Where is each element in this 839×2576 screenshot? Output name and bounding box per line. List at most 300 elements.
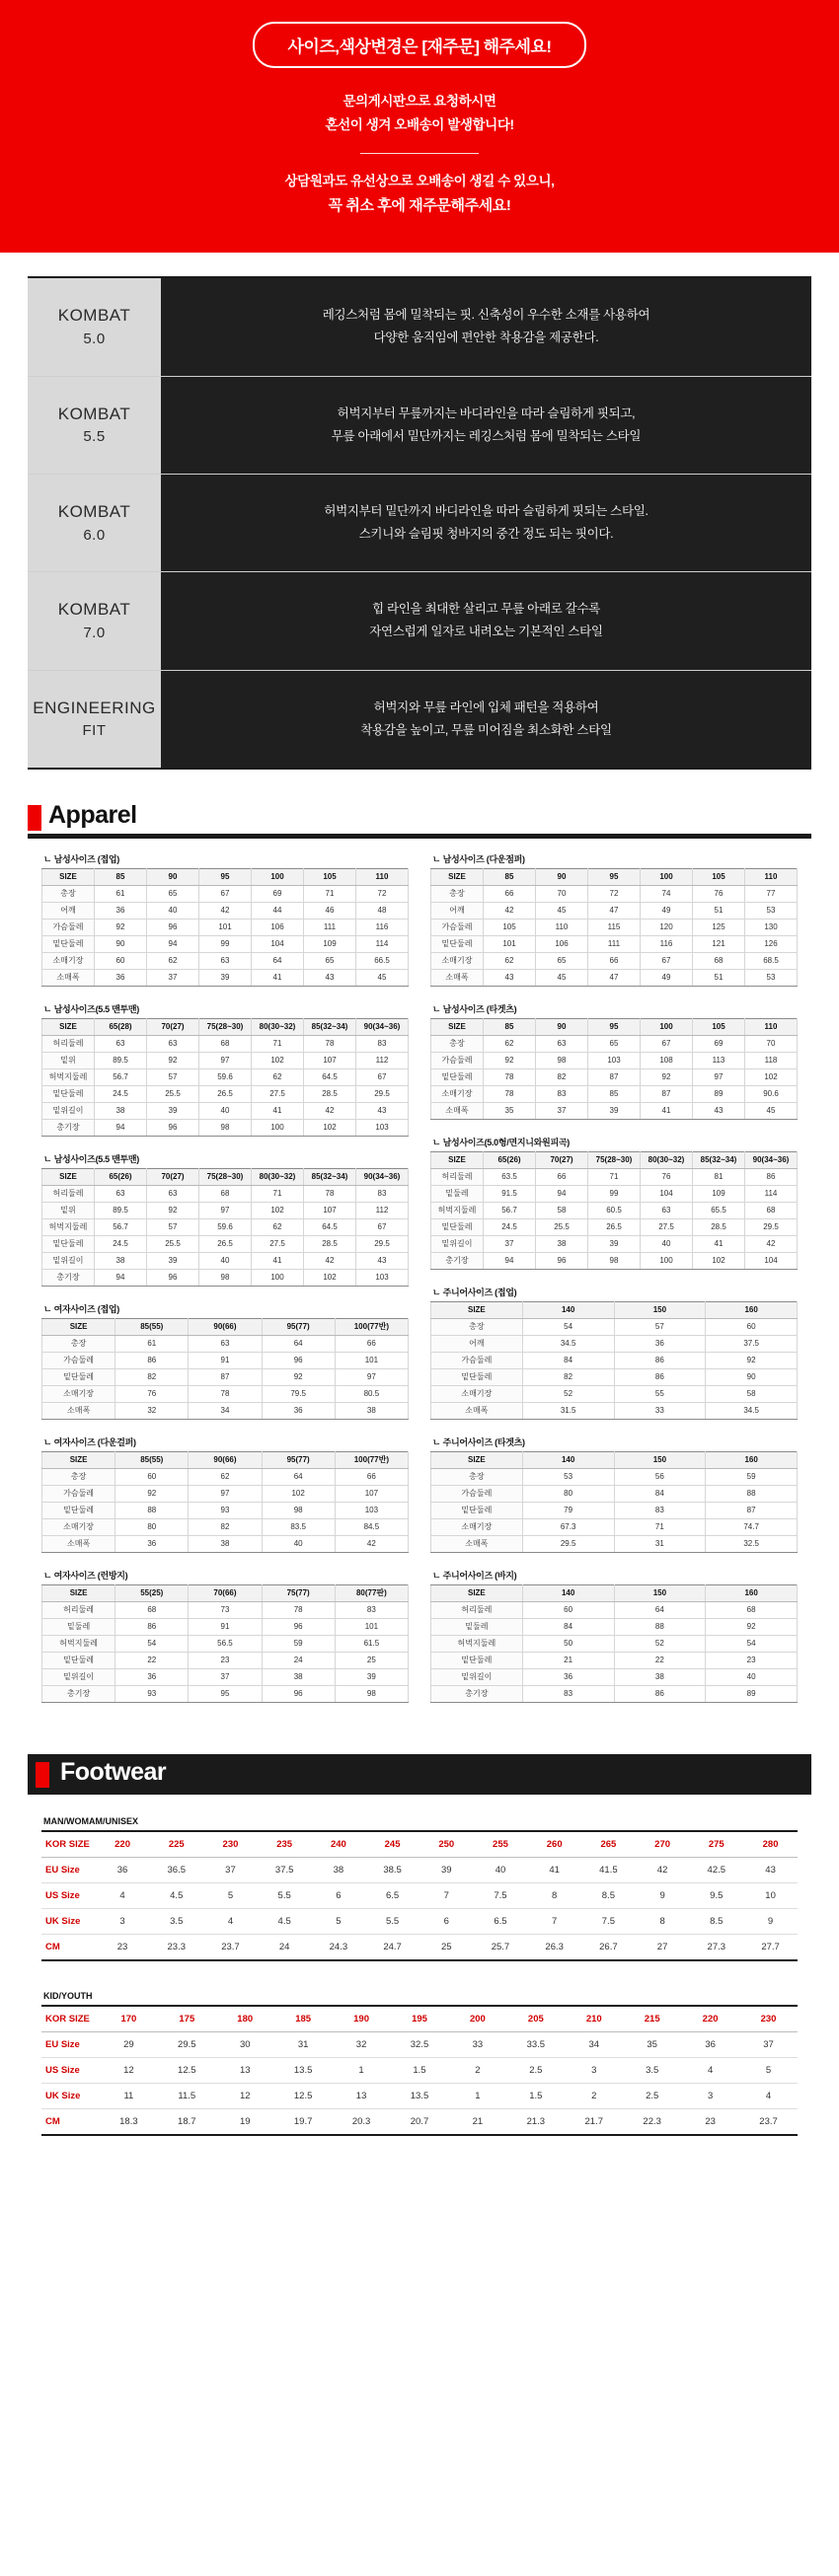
table-cell: 7 xyxy=(527,1909,581,1935)
notice-line3: 상담원과도 유선상으로 오배송이 생길 수 있으니, xyxy=(284,174,555,189)
table-cell: 106 xyxy=(536,936,588,953)
column-header: 70(66) xyxy=(189,1585,262,1602)
column-header: 160 xyxy=(706,1452,798,1469)
table-row xyxy=(431,970,798,987)
table-row xyxy=(431,1636,798,1653)
table-cell: 1.5 xyxy=(506,2084,565,2109)
row-header: 밑단둘레 xyxy=(431,1503,523,1519)
table-cell: 59 xyxy=(262,1636,335,1653)
row-header: 밑단둘레 xyxy=(42,936,95,953)
table-cell: 94 xyxy=(147,936,199,953)
table-cell: 23.3 xyxy=(149,1935,203,1961)
table-row xyxy=(431,1602,798,1619)
table-row xyxy=(431,1069,798,1086)
table-cell: 9 xyxy=(743,1909,798,1935)
table-cell: 76 xyxy=(641,1169,693,1186)
column-header: 95 xyxy=(588,869,641,886)
table-cell: 84 xyxy=(614,1486,706,1503)
table-row xyxy=(42,1486,409,1503)
row-header: 밑위길이 xyxy=(431,1236,484,1253)
table-cell: 38 xyxy=(536,1236,588,1253)
table-row xyxy=(431,1369,798,1386)
row-header: 소매기장 xyxy=(431,1519,523,1536)
size-table xyxy=(41,868,409,987)
table-cell: 62 xyxy=(252,1069,304,1086)
row-header: 허리둘레 xyxy=(42,1186,95,1203)
table-cell: 68 xyxy=(115,1602,189,1619)
table-cell: 61.5 xyxy=(335,1636,408,1653)
table-cell: 54 xyxy=(706,1636,798,1653)
size-table-title: ㄴ 남성사이즈 (타겟츠) xyxy=(432,1004,517,1015)
fit-row xyxy=(28,474,811,571)
table-cell: 27.5 xyxy=(252,1086,304,1103)
column-header: 100(77반) xyxy=(335,1319,408,1336)
table-cell: 13 xyxy=(216,2058,274,2084)
table-cell: 92 xyxy=(95,920,147,936)
table-row xyxy=(42,1336,409,1353)
column-header: 90 xyxy=(147,869,199,886)
table-cell: 39 xyxy=(199,970,252,987)
size-table-block xyxy=(430,1136,798,1270)
row-header: 소매기장 xyxy=(431,1086,484,1103)
size-table-block xyxy=(41,1435,409,1553)
table-cell: 1 xyxy=(448,2084,506,2109)
table-cell: 66 xyxy=(536,1169,588,1186)
table-cell: 90 xyxy=(95,936,147,953)
table-cell: 31 xyxy=(614,1536,706,1553)
column-header: 250 xyxy=(420,1831,474,1858)
row-header: 밑단둘레 xyxy=(42,1236,95,1253)
table-cell: 41.5 xyxy=(581,1858,636,1883)
table-cell: 3 xyxy=(565,2058,623,2084)
table-cell: 83 xyxy=(356,1186,409,1203)
table-row xyxy=(42,1636,409,1653)
table-cell: 66.5 xyxy=(356,953,409,970)
table-cell: 66 xyxy=(588,953,641,970)
row-header: 소매기장 xyxy=(42,953,95,970)
size-table-title: ㄴ 여자사이즈 (다운걸퍼) xyxy=(43,1437,136,1448)
table-cell: 21.3 xyxy=(506,2109,565,2136)
size-table-title: ㄴ 남성사이즈 (다운점퍼) xyxy=(432,854,525,865)
size-table-title: ㄴ 여자사이즈 (접업) xyxy=(43,1304,119,1315)
table-cell: 3.5 xyxy=(623,2058,681,2084)
notice-body xyxy=(0,90,839,136)
table-cell: 80.5 xyxy=(335,1386,408,1403)
table-cell: 2 xyxy=(565,2084,623,2109)
table-cell: 109 xyxy=(304,936,356,953)
table-cell: 5.5 xyxy=(365,1909,420,1935)
table-row xyxy=(42,1403,409,1420)
table-cell: 41 xyxy=(693,1236,745,1253)
column-header: SIZE xyxy=(431,1019,484,1036)
row-header: 밑위 xyxy=(42,1203,95,1219)
table-cell: 25 xyxy=(335,1653,408,1669)
table-cell: 33.5 xyxy=(506,2032,565,2058)
table-row xyxy=(41,2109,798,2136)
table-cell: 59.6 xyxy=(199,1219,252,1236)
table-cell: 29.5 xyxy=(745,1219,798,1236)
table-cell: 56.7 xyxy=(95,1219,147,1236)
table-row xyxy=(431,1503,798,1519)
table-cell: 83 xyxy=(356,1036,409,1053)
table-cell: 22 xyxy=(115,1653,189,1669)
table-cell: 82 xyxy=(115,1369,189,1386)
table-cell: 39 xyxy=(147,1253,199,1270)
table-row xyxy=(431,1236,798,1253)
table-cell: 38 xyxy=(95,1103,147,1120)
table-row xyxy=(42,1519,409,1536)
table-cell: 5 xyxy=(312,1909,366,1935)
table-cell: 40 xyxy=(641,1236,693,1253)
table-cell: 6.5 xyxy=(474,1909,528,1935)
table-header-row xyxy=(42,1169,409,1186)
table-cell: 27.7 xyxy=(743,1935,798,1961)
row-header: 어깨 xyxy=(431,903,484,920)
table-row xyxy=(42,1253,409,1270)
table-row xyxy=(42,1503,409,1519)
column-header: 150 xyxy=(614,1585,706,1602)
table-cell: 43 xyxy=(693,1103,745,1120)
table-cell: 118 xyxy=(745,1053,798,1069)
table-cell: 39 xyxy=(588,1103,641,1120)
table-cell: 26.5 xyxy=(199,1086,252,1103)
table-cell: 67 xyxy=(641,953,693,970)
table-cell: 40 xyxy=(199,1253,252,1270)
table-cell: 26.7 xyxy=(581,1935,636,1961)
table-cell: 28.5 xyxy=(304,1236,356,1253)
table-cell: 40 xyxy=(147,903,199,920)
table-cell: 2.5 xyxy=(506,2058,565,2084)
column-header: 85(32~34) xyxy=(304,1019,356,1036)
table-cell: 57 xyxy=(147,1219,199,1236)
table-cell: 97 xyxy=(199,1053,252,1069)
row-header: 밑단둘레 xyxy=(431,1219,484,1236)
table-cell: 64 xyxy=(262,1336,335,1353)
row-header: EU Size xyxy=(41,1858,96,1883)
table-cell: 101 xyxy=(335,1353,408,1369)
table-cell: 94 xyxy=(95,1120,147,1137)
table-cell: 96 xyxy=(147,1270,199,1287)
table-cell: 51 xyxy=(693,903,745,920)
table-cell: 83.5 xyxy=(262,1519,335,1536)
footwear-table-label: KID/YOUTH xyxy=(43,1991,93,2002)
table-row xyxy=(42,1219,409,1236)
size-table-title: ㄴ 남성사이즈(5.0형/면지니와원피곡) xyxy=(432,1138,570,1148)
red-bar-icon xyxy=(36,1762,49,1788)
apparel-right-column xyxy=(430,852,798,1719)
footwear-section-heading xyxy=(28,1754,811,1795)
fit-row xyxy=(28,277,811,376)
table-row xyxy=(431,1403,798,1420)
table-cell: 68 xyxy=(706,1602,798,1619)
table-cell: 32.5 xyxy=(391,2032,449,2058)
table-row xyxy=(431,1686,798,1703)
table-row xyxy=(431,1103,798,1120)
row-header: 밑단둘레 xyxy=(42,1086,95,1103)
table-cell: 38 xyxy=(95,1253,147,1270)
row-header: US Size xyxy=(41,1883,96,1909)
table-cell: 32.5 xyxy=(706,1536,798,1553)
table-cell: 111 xyxy=(304,920,356,936)
table-cell: 43 xyxy=(356,1253,409,1270)
table-cell: 42 xyxy=(199,903,252,920)
column-header: SIZE xyxy=(431,1585,523,1602)
table-cell: 40 xyxy=(262,1536,335,1553)
row-header: 허벅지둘레 xyxy=(431,1203,484,1219)
table-cell: 13 xyxy=(333,2084,391,2109)
table-cell: 92 xyxy=(147,1053,199,1069)
table-cell: 7 xyxy=(420,1883,474,1909)
table-row xyxy=(42,1186,409,1203)
table-cell: 22.3 xyxy=(623,2109,681,2136)
table-row xyxy=(431,1619,798,1636)
row-header: CM xyxy=(41,2109,100,2136)
table-cell: 25.5 xyxy=(536,1219,588,1236)
table-cell: 87 xyxy=(706,1503,798,1519)
table-cell: 90 xyxy=(706,1369,798,1386)
table-row xyxy=(431,1653,798,1669)
table-cell: 62 xyxy=(484,1036,536,1053)
table-cell: 53 xyxy=(745,903,798,920)
table-cell: 39 xyxy=(335,1669,408,1686)
table-cell: 64 xyxy=(252,953,304,970)
table-cell: 83 xyxy=(335,1602,408,1619)
column-header: 85 xyxy=(484,1019,536,1036)
table-cell: 36 xyxy=(522,1669,614,1686)
row-header: 가슴둘레 xyxy=(431,1353,523,1369)
table-cell: 24 xyxy=(262,1653,335,1669)
row-header: 허리둘레 xyxy=(431,1602,523,1619)
table-cell: 4 xyxy=(681,2058,739,2084)
table-cell: 66 xyxy=(335,1469,408,1486)
table-cell: 38 xyxy=(312,1858,366,1883)
table-cell: 23.7 xyxy=(203,1935,258,1961)
table-cell: 120 xyxy=(641,920,693,936)
row-header: 허리둘레 xyxy=(42,1602,115,1619)
table-cell: 121 xyxy=(693,936,745,953)
column-header: 175 xyxy=(158,2006,216,2032)
notice-line2: 혼선이 생겨 오배송이 발생합니다! xyxy=(325,116,514,132)
column-header: 80(30~32) xyxy=(641,1152,693,1169)
table-cell: 63 xyxy=(147,1036,199,1053)
column-header: SIZE xyxy=(42,1452,115,1469)
row-header: 허벅지둘레 xyxy=(42,1069,95,1086)
table-cell: 59 xyxy=(706,1469,798,1486)
table-cell: 78 xyxy=(189,1386,262,1403)
column-header: 180 xyxy=(216,2006,274,2032)
table-header-row xyxy=(42,1019,409,1036)
row-header: 총장 xyxy=(431,1319,523,1336)
table-cell: 96 xyxy=(262,1353,335,1369)
column-header: 215 xyxy=(623,2006,681,2032)
column-header: 260 xyxy=(527,1831,581,1858)
table-cell: 101 xyxy=(199,920,252,936)
table-cell: 27.3 xyxy=(689,1935,743,1961)
row-header: 총기장 xyxy=(42,1120,95,1137)
table-cell: 113 xyxy=(693,1053,745,1069)
table-cell: 65.5 xyxy=(693,1203,745,1219)
row-header: 총장 xyxy=(42,1469,115,1486)
table-row xyxy=(41,2032,798,2058)
table-header-row xyxy=(42,1585,409,1602)
table-cell: 92 xyxy=(641,1069,693,1086)
table-cell: 12.5 xyxy=(274,2084,333,2109)
table-cell: 50 xyxy=(522,1636,614,1653)
table-cell: 60 xyxy=(522,1602,614,1619)
column-header: 140 xyxy=(522,1585,614,1602)
row-header: 허리둘레 xyxy=(431,1169,484,1186)
row-header: 총기장 xyxy=(431,1253,484,1270)
column-header: 85 xyxy=(484,869,536,886)
table-cell: 56.5 xyxy=(189,1636,262,1653)
table-cell: 104 xyxy=(745,1253,798,1270)
table-cell: 62 xyxy=(189,1469,262,1486)
column-header: 255 xyxy=(474,1831,528,1858)
table-cell: 107 xyxy=(304,1203,356,1219)
table-cell: 43 xyxy=(356,1103,409,1120)
column-header: 90(34~36) xyxy=(356,1019,409,1036)
column-header: 105 xyxy=(693,1019,745,1036)
red-bar-icon xyxy=(28,805,41,831)
table-row xyxy=(431,1486,798,1503)
table-cell: 29.5 xyxy=(356,1236,409,1253)
table-cell: 26.5 xyxy=(199,1236,252,1253)
table-row xyxy=(431,1186,798,1203)
column-header: 195 xyxy=(391,2006,449,2032)
table-cell: 65 xyxy=(147,886,199,903)
table-cell: 98 xyxy=(262,1503,335,1519)
row-header: 허벅지둘레 xyxy=(42,1636,115,1653)
table-cell: 36 xyxy=(95,970,147,987)
fit-description-line: 힙 라인을 최대한 살리고 무릎 아래로 갈수록 xyxy=(372,602,600,617)
table-row xyxy=(42,1602,409,1619)
footwear-table-label: MAN/WOMAM/UNISEX xyxy=(43,1816,138,1827)
row-header: 소매기장 xyxy=(42,1519,115,1536)
column-header: 110 xyxy=(745,869,798,886)
table-cell: 74.7 xyxy=(706,1519,798,1536)
table-cell: 68 xyxy=(199,1186,252,1203)
table-row xyxy=(431,1353,798,1369)
table-cell: 23 xyxy=(681,2109,739,2136)
column-header: SIZE xyxy=(431,1152,484,1169)
row-header: 소매기장 xyxy=(42,1386,115,1403)
column-header: 90(66) xyxy=(189,1452,262,1469)
table-cell: 97 xyxy=(199,1203,252,1219)
table-cell: 71 xyxy=(304,886,356,903)
table-row xyxy=(41,1909,798,1935)
table-row xyxy=(42,936,409,953)
table-spacer xyxy=(41,1961,798,1985)
table-cell: 41 xyxy=(641,1103,693,1120)
table-cell: 103 xyxy=(335,1503,408,1519)
table-cell: 96 xyxy=(536,1253,588,1270)
table-cell: 43 xyxy=(743,1858,798,1883)
apparel-title: Apparel xyxy=(48,801,137,830)
column-header: 140 xyxy=(522,1452,614,1469)
table-cell: 92 xyxy=(262,1369,335,1386)
fit-name-sub: 7.0 xyxy=(83,624,106,641)
size-table-title: ㄴ 주니어사이즈 (타겟츠) xyxy=(432,1437,525,1448)
table-cell: 31 xyxy=(274,2032,333,2058)
table-cell: 2 xyxy=(448,2058,506,2084)
table-cell: 112 xyxy=(356,1203,409,1219)
footwear-title: Footwear xyxy=(60,1758,167,1787)
row-header: 허벅지둘레 xyxy=(42,1219,95,1236)
fit-name-main: ENGINEERING xyxy=(33,698,156,717)
table-row xyxy=(42,920,409,936)
table-cell: 9 xyxy=(636,1883,690,1909)
column-header: 275 xyxy=(689,1831,743,1858)
table-row xyxy=(42,886,409,903)
size-table-title: ㄴ 주니어사이즈 (바지) xyxy=(432,1571,517,1582)
table-cell: 71 xyxy=(252,1186,304,1203)
size-table-block xyxy=(430,1286,798,1420)
table-cell: 102 xyxy=(304,1270,356,1287)
table-cell: 1 xyxy=(333,2058,391,2084)
table-header-row xyxy=(41,2006,798,2032)
table-cell: 92 xyxy=(706,1353,798,1369)
table-cell: 80 xyxy=(115,1519,189,1536)
row-header: 소매폭 xyxy=(42,1536,115,1553)
column-header: SIZE xyxy=(42,1319,115,1336)
table-cell: 29.5 xyxy=(522,1536,614,1553)
table-cell: 18.7 xyxy=(158,2109,216,2136)
table-cell: 64 xyxy=(262,1469,335,1486)
table-row xyxy=(42,1386,409,1403)
table-cell: 78 xyxy=(304,1186,356,1203)
column-header: KOR SIZE xyxy=(41,1831,96,1858)
size-table-title: ㄴ 여자사이즈 (런방지) xyxy=(43,1571,128,1582)
notice-divider xyxy=(360,153,479,154)
table-cell: 101 xyxy=(335,1619,408,1636)
table-cell: 42 xyxy=(636,1858,690,1883)
table-row xyxy=(42,1653,409,1669)
table-cell: 29.5 xyxy=(356,1086,409,1103)
table-row xyxy=(42,1369,409,1386)
row-header: 소매폭 xyxy=(42,970,95,987)
table-cell: 10 xyxy=(743,1883,798,1909)
table-cell: 23 xyxy=(96,1935,150,1961)
table-cell: 84 xyxy=(522,1619,614,1636)
table-cell: 42 xyxy=(484,903,536,920)
column-header: 160 xyxy=(706,1585,798,1602)
table-cell: 41 xyxy=(252,1253,304,1270)
table-row xyxy=(42,1103,409,1120)
size-table xyxy=(41,1018,409,1137)
table-cell: 94 xyxy=(95,1270,147,1287)
table-cell: 22 xyxy=(614,1653,706,1669)
table-cell: 103 xyxy=(356,1270,409,1287)
table-cell: 72 xyxy=(588,886,641,903)
table-cell: 63 xyxy=(189,1336,262,1353)
table-cell: 5 xyxy=(203,1883,258,1909)
column-header: 210 xyxy=(565,2006,623,2032)
size-table-title: ㄴ 주니어사이즈 (접업) xyxy=(432,1288,517,1298)
row-header: UK Size xyxy=(41,2084,100,2109)
table-cell: 79 xyxy=(522,1503,614,1519)
table-cell: 8 xyxy=(636,1909,690,1935)
notice-body-2 xyxy=(0,170,839,219)
fit-description-line: 자연스럽게 일자로 내려오는 기본적인 스타일 xyxy=(369,625,603,639)
apparel-tables xyxy=(0,839,839,1729)
notice-banner xyxy=(0,0,839,253)
row-header: 밑단둘레 xyxy=(431,1069,484,1086)
table-cell: 61 xyxy=(95,886,147,903)
table-row xyxy=(42,1036,409,1053)
column-header: 80(30~32) xyxy=(252,1019,304,1036)
table-cell: 38 xyxy=(614,1669,706,1686)
table-cell: 47 xyxy=(588,970,641,987)
